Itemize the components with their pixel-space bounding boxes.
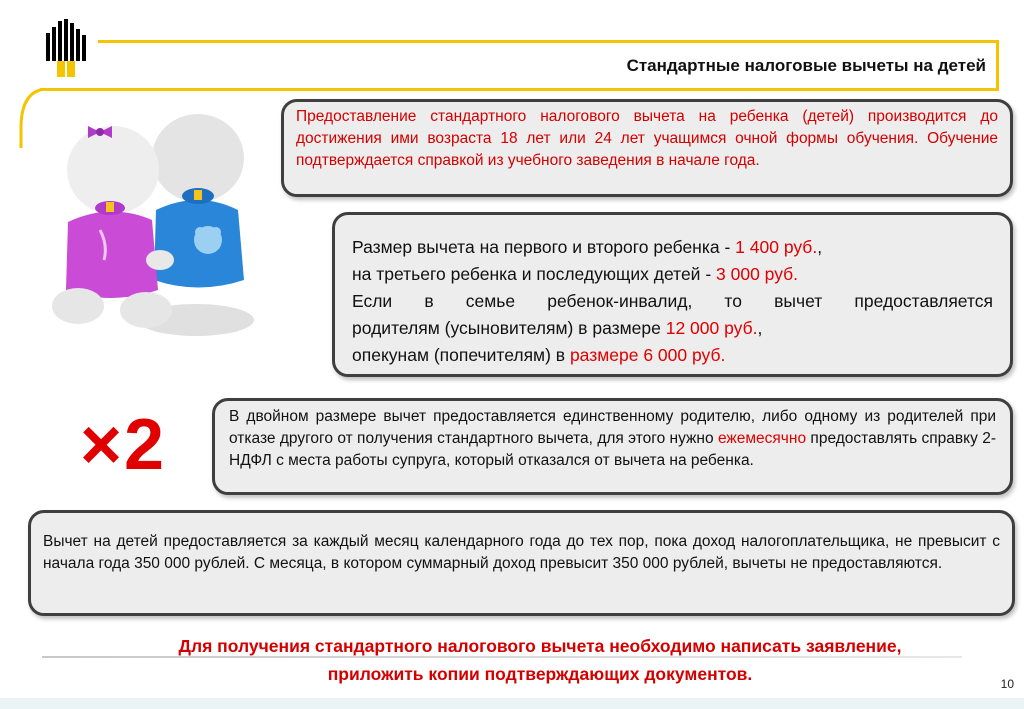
page-number: 10 [1000,677,1014,691]
frame-mid-line [40,88,999,91]
disabled-child-line: Если в семье ребенок-инвалид, то вычет предоставляется [352,291,993,311]
amount-6000: размере 6 000 руб. [569,345,726,365]
guardians-line: опекунам (попечителям) в размере 6 000 руб. [352,345,726,365]
amount-1400: 1 400 руб. [735,237,818,257]
company-logo [42,19,90,81]
third-child-line: на третьего ребенка и последующих детей - 3 000 руб. [352,264,799,284]
parents-line: родителям (усыновителям) в размере 12 000 руб., [352,318,763,338]
monthly-highlight: ежемесячно [717,430,807,447]
frame-right-line [996,40,999,88]
application-notice [40,632,1024,688]
income-limit-text: Вычет на детей предоставляется за каждый месяц календарного года до тех пор, пока доход налогоплательщика, не превысит с начала года 350 000 рублей. С месяца, в котором суммарный доход превысит 350 000 рублей, вычеты не предоставляются. [43,533,1000,572]
age-limit-text: Предоставление стандартного налогового вычета на ребенка (детей) производится до достижения ими возраста 18 лет или 24 лет учащимся очной формы обучения. Обучение подтверждается справкой из учебного заведения в начале года. [296,108,998,169]
page-title: Стандартные налоговые вычеты на детей [626,56,986,75]
bottom-strip [0,698,1024,709]
double-deduction-box: В двойном размере вычет предоставляется единственному родителю, либо одному из родителей при отказе другого от получения стандартного вычета, для этого нужно ежемесячно предоставлять справку 2-НДФЛ с места работы супруга, который отказался от вычета на ребенка. [212,398,1013,495]
frame-left-curve [18,88,44,148]
frame-top-line [98,40,998,43]
income-limit-box [28,510,1015,616]
notice-line-2: приложить копии подтверждающих документов. [327,664,753,684]
first-second-child-line: Размер вычета на первого и второго ребенка - 1 400 руб., [352,237,823,257]
deduction-amount-box [332,212,1013,377]
babies-illustration [48,110,268,340]
notice-line-1: Для получения стандартного налогового вычета необходимо написать заявление, [178,636,902,656]
amount-3000: 3 000 руб. [716,264,799,284]
double-sign: ×2 [80,405,167,485]
age-limit-box [281,99,1013,197]
amount-12000: 12 000 руб. [665,318,758,338]
